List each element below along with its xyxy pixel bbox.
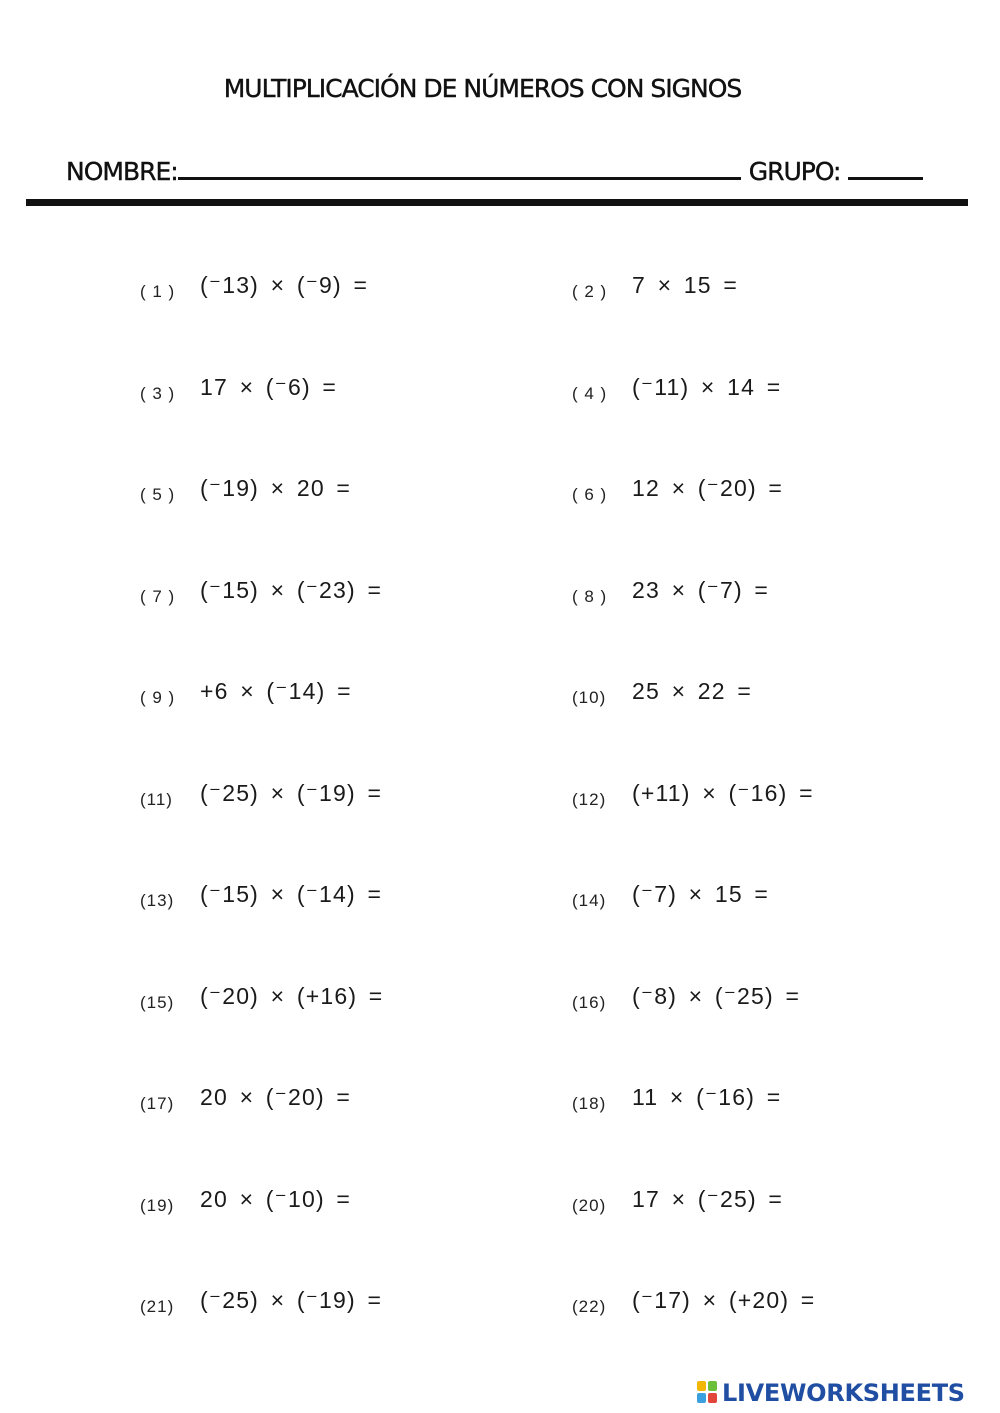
problem-item <box>140 983 572 1023</box>
problem-number: ( 5 ) <box>140 485 176 504</box>
problem-number: ( 9 ) <box>140 688 176 707</box>
problem-item <box>140 475 572 515</box>
problem-number: ( 4 ) <box>572 383 608 403</box>
liveworksheets-logo[interactable] <box>697 1378 965 1408</box>
problem-number: (13) <box>140 891 175 910</box>
problem-item <box>140 881 572 921</box>
group-label: GRUPO: <box>748 157 841 186</box>
problem-item <box>140 1084 572 1124</box>
problem-number: ( 2 ) <box>572 282 608 301</box>
problem-item <box>572 780 900 820</box>
name-label: NOMBRE: <box>66 157 178 186</box>
problem-item <box>140 678 572 718</box>
problem-number: ( 1 ) <box>140 282 176 301</box>
problem-expression: 25 × 22 = <box>632 678 752 704</box>
problem-number: (19) <box>140 1195 175 1215</box>
problem-item <box>140 577 572 617</box>
problem-number: (21) <box>140 1297 175 1316</box>
problem-expression: (+11) × (⁻16) = <box>632 779 814 806</box>
problem-expression: (⁻25) × (⁻19) = <box>200 1287 383 1313</box>
problem-expression: 23 × (⁻7) = <box>632 576 770 603</box>
problem-expression: (⁻15) × (⁻14) = <box>200 881 383 907</box>
problem-item <box>140 780 572 820</box>
problem-item <box>572 881 900 921</box>
problem-number: (12) <box>572 789 607 809</box>
problem-expression: (⁻11) × 14 = <box>632 373 782 400</box>
problem-number: ( 7 ) <box>140 586 176 606</box>
problem-number: ( 8 ) <box>572 586 608 606</box>
problem-item <box>572 1186 900 1226</box>
problem-item <box>140 374 572 414</box>
problem-number: (10) <box>572 688 607 707</box>
problem-number: (11) <box>140 789 173 809</box>
problem-expression: 11 × (⁻16) = <box>632 1084 782 1110</box>
problem-item <box>572 983 900 1023</box>
problem-expression: 20 × (⁻20) = <box>200 1084 352 1110</box>
logo-text: LIVEWORKSHEETS <box>722 1379 965 1407</box>
page-title: MULTIPLICACIÓN DE NÚMEROS CON SIGNOS <box>223 74 742 103</box>
problem-number: (18) <box>572 1094 607 1113</box>
problem-number: (20) <box>572 1195 607 1215</box>
problem-expression: 17 × (⁻6) = <box>200 373 338 400</box>
problem-number: (16) <box>572 992 607 1012</box>
problem-item <box>572 272 900 312</box>
problem-expression: +6 × (⁻14) = <box>200 678 352 704</box>
student-info-row <box>66 150 936 186</box>
problem-number: ( 6 ) <box>572 485 608 504</box>
problem-expression: 12 × (⁻20) = <box>632 475 784 501</box>
problem-item <box>572 475 900 515</box>
problem-expression: (⁻15) × (⁻23) = <box>200 576 383 603</box>
problem-item <box>572 1287 900 1327</box>
group-field[interactable] <box>848 176 923 180</box>
problem-expression: 7 × 15 = <box>632 272 739 298</box>
problem-expression: 17 × (⁻25) = <box>632 1185 784 1212</box>
problem-expression: (⁻13) × (⁻9) = <box>200 272 369 298</box>
problem-number: (14) <box>572 891 607 910</box>
problem-item <box>572 374 900 414</box>
problem-expression: 20 × (⁻10) = <box>200 1185 352 1212</box>
liveworksheets-logo-icon <box>697 1381 719 1405</box>
name-field[interactable] <box>178 176 741 180</box>
problem-number: (17) <box>140 1094 175 1113</box>
problem-item <box>572 577 900 617</box>
problem-expression: (⁻17) × (+20) = <box>632 1287 816 1313</box>
problem-expression: (⁻7) × 15 = <box>632 881 770 907</box>
problem-item <box>572 1084 900 1124</box>
header-divider <box>26 199 968 206</box>
problem-item <box>572 678 900 718</box>
problem-number: (22) <box>572 1297 607 1316</box>
problem-item <box>140 1186 572 1226</box>
problem-number: ( 3 ) <box>140 383 176 403</box>
problem-expression: (⁻8) × (⁻25) = <box>632 982 801 1009</box>
problem-item <box>140 1287 572 1327</box>
problem-item <box>140 272 572 312</box>
problem-expression: (⁻20) × (+16) = <box>200 982 384 1009</box>
problem-number: (15) <box>140 992 175 1012</box>
problem-expression: (⁻19) × 20 = <box>200 475 352 501</box>
problem-list <box>140 272 900 1352</box>
problem-expression: (⁻25) × (⁻19) = <box>200 779 383 806</box>
